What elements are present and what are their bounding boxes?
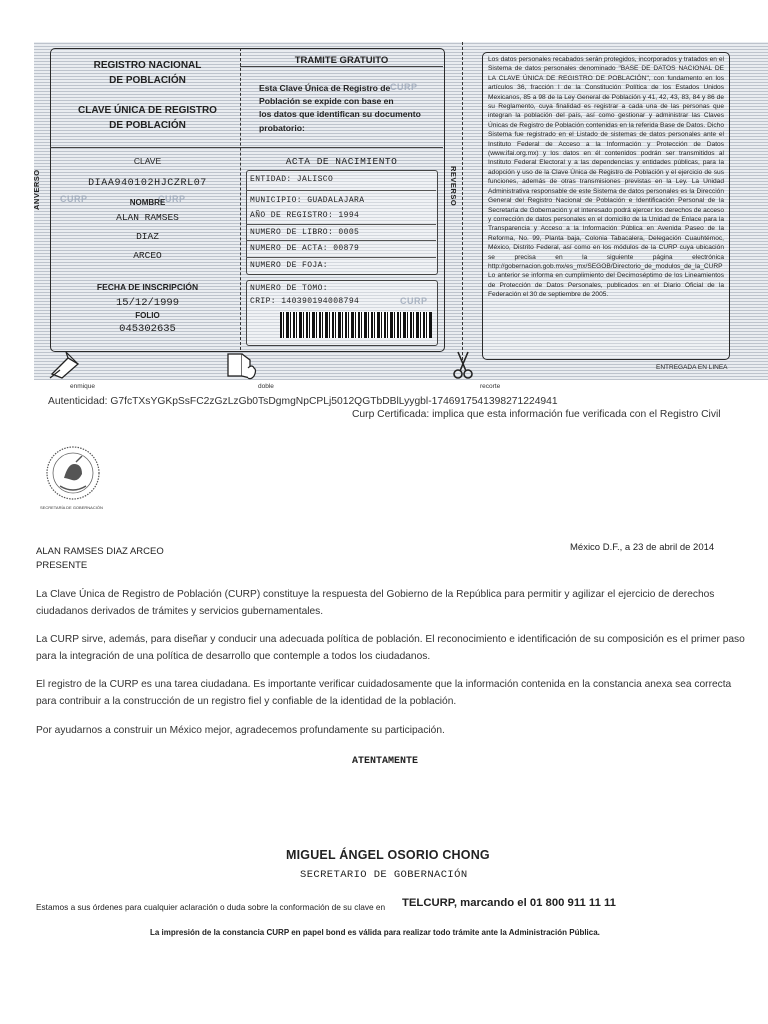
frame-divider <box>50 147 443 148</box>
acta-field: NUMERO DE ACTA: 00879 <box>250 244 360 253</box>
doble-label: doble <box>258 383 274 390</box>
anio-registro-field: AÑO DE REGISTRO: 1994 <box>250 211 360 220</box>
anverso-label: ANVERSO <box>32 169 41 210</box>
folio-label: FOLIO <box>135 311 160 320</box>
nombre-value: ALAN RAMSES <box>116 212 179 223</box>
letter-date: México D.F., a 23 de abril de 2014 <box>570 542 715 553</box>
expedition-text: Esta Clave Única de Registro de Población se expide con base en los datos que identifican su documento probatorio: <box>259 83 421 133</box>
field-rule <box>246 240 436 241</box>
frame-center-divider <box>240 48 241 350</box>
paragraph-2: La CURP sirve, además, para diseñar y conducir una adecuada política de población. El reconocimiento e identificación de su composición es el primer paso para la integración de una política de desarrollo que contemple a todos los ciudadanos. <box>36 634 745 662</box>
curp-watermark-4: CURP <box>400 296 428 306</box>
clave-unica-header: CLAVE ÚNICA DE REGISTRO DE POBLACIÓN <box>78 105 217 131</box>
curp-value: DIAA940102HJCZRL07 <box>88 178 207 189</box>
atentamente-label: ATENTAMENTE <box>352 756 419 767</box>
fecha-value: 15/12/1999 <box>115 297 179 309</box>
tramite-gratuito-label: TRAMITE GRATUITO <box>294 55 389 66</box>
entidad-box <box>246 170 438 275</box>
recipient-name: ALAN RAMSES DIAZ ARCEO <box>36 546 164 557</box>
curp-certificada-line: Curp Certificada: implica que esta información fue verificada con el Registro Civil <box>352 409 721 420</box>
curp-watermark: CURP <box>390 82 418 92</box>
field-rule <box>246 257 436 258</box>
telcurp-phone: TELCURP, marcando el 01 800 911 11 11 <box>402 897 616 909</box>
nombre-label: NOMBRE <box>129 198 166 207</box>
registro-nacional-title: REGISTRO NACIONAL DE POBLACIÓN <box>93 60 202 86</box>
entregada-label: ENTREGADA EN LINEA <box>656 364 728 371</box>
privacy-notice: Los datos personales recabados serán protegidos, incorporados y tratados en el Sistema de datos personales denominado "BASE DE DATOS NACIONAL DE LA CLAVE ÚNICA DE REGISTRO DE POBLACIÓN", con fundamento en los artículos 36, fracción I de la Constitución Política de los Estados Unidos Mexicanos, 85 a 98 de la Ley General de Población y 41, 42, 43, 83, 84 y 86 de su Reglamento, cuya finalidad es registrar a cada una de las personas que integran la población del país, así como gestionar y administrar las Claves Únicas de Registro de Población contenidas en la referida Base de Datos. Dicho Sistema fue registrado en el Listado de sistemas de datos personales ante el Instituto Federal de Acceso a la Información y Protección de Datos (www.ifai.org.mx) y los datos en él contenidos podrán ser transmitidos al Instituto Federal Electoral y a las dependencias y entidades públicas, para la adopción y uso de la Clave Única de Registro de Población y el ejercicio de sus funciones, además de otras transmisiones previstas en la Ley. La Unidad Administrativa responsable de este Sistema de datos personales es la Dirección General del Registro Nacional de Población e Identificación Personal de la Secretaría de Gobernación y el interesado podrá ejercer los derechos de acceso y corrección de datos personales en el domicilio de la Unidad de Enlace para la Transparencia y Acceso a la Información Pública en Avenida Paseo de la Reforma, No. 99, Planta baja, Colonia Tabacalera, Delegación Cuauhtémoc, México, Distrito Federal, así como en los módulos de la CURP cuya ubicación se precisa en la siguiente página electrónica http://gobernacion.gob.mx/es_mx/SEGOB/Directorio_de_modulos_de_la_CURP Lo anterior se informa en cumplimiento del Decimoséptimo de los Lineamientos de Protección de Datos Personales, publicados en el Diario Oficial de la Federación el 30 de septiembre de 2005. <box>488 56 724 299</box>
autenticidad-line: Autenticidad: G7fcTXsYGKpSsFC2zGzLzGb0TsDgmgNpCPLj5012QGTbDBlLyygbl-1746917541398271224941 <box>48 396 558 407</box>
paragraph-3: El registro de la CURP es una tarea ciudadana. Es importante verificar cuidadosamente que la información contenida en la constancia anexa sea correcta para contribuir a la construcción de un registro fiel y confiable de la identidad de la población. <box>36 679 732 707</box>
presente-label: PRESENTE <box>36 560 88 571</box>
foja-field: NUMERO DE FOJA: <box>250 261 329 270</box>
mexico-seal-icon <box>40 444 106 506</box>
apellido-paterno: DIAZ <box>136 231 159 242</box>
footer-note: La impresión de la constancia CURP en papel bond es válida para realizar todo trámite ante la Administración Pública. <box>150 928 600 937</box>
field-rule <box>246 190 436 191</box>
tramite-divider <box>240 66 443 67</box>
barcode-icon <box>280 312 432 338</box>
reverso-label: REVERSO <box>449 166 458 207</box>
paragraph-4: Por ayudarnos a construir un México mejor, agradecemos profundamente su participación. <box>36 725 445 736</box>
contact-text: Estamos a sus órdenes para cualquier aclaración o duda sobre la conformación de su clave en <box>36 902 386 912</box>
libro-field: NUMERO DE LIBRO: 0005 <box>250 228 360 237</box>
fold-line <box>462 42 463 360</box>
signer-title: SECRETARIO DE GOBERNACIÓN <box>300 869 468 881</box>
entidad-field: ENTIDAD: JALISCO <box>250 175 334 184</box>
clave-label: CLAVE <box>133 156 162 166</box>
paragraph-1: La Clave Única de Registro de Población (CURP) constituye la respuesta del Gobierno de la República para permitir y agilizar el ejercicio de derechos ciudadanos derivados de trámites y servicios gubernamentales. <box>36 589 715 617</box>
double-fold-icon <box>226 350 260 380</box>
signer-name: MIGUEL ÁNGEL OSORIO CHONG <box>286 848 490 862</box>
curp-watermark-3: CURP <box>158 194 186 204</box>
recorte-label: recorte <box>480 383 501 390</box>
field-rule <box>246 224 436 225</box>
tomo-field: NUMERO DE TOMO: <box>250 284 329 293</box>
fecha-label: FECHA DE INSCRIPCIÓN <box>96 282 199 292</box>
curp-watermark-2: CURP <box>60 194 88 204</box>
acta-title: ACTA DE NACIMIENTO <box>285 156 398 167</box>
folding-icon <box>48 350 84 380</box>
scissors-icon <box>452 350 474 380</box>
enmique-label: enmique <box>70 383 95 390</box>
seal-caption: SECRETARÍA DE GOBERNACIÓN <box>40 505 103 510</box>
apellido-materno: ARCEO <box>133 250 162 261</box>
municipio-field: MUNICIPIO: GUADALAJARA <box>250 196 365 205</box>
folio-value: 045302635 <box>119 323 176 335</box>
crip-field: CRIP: 140390194008794 <box>250 297 360 306</box>
